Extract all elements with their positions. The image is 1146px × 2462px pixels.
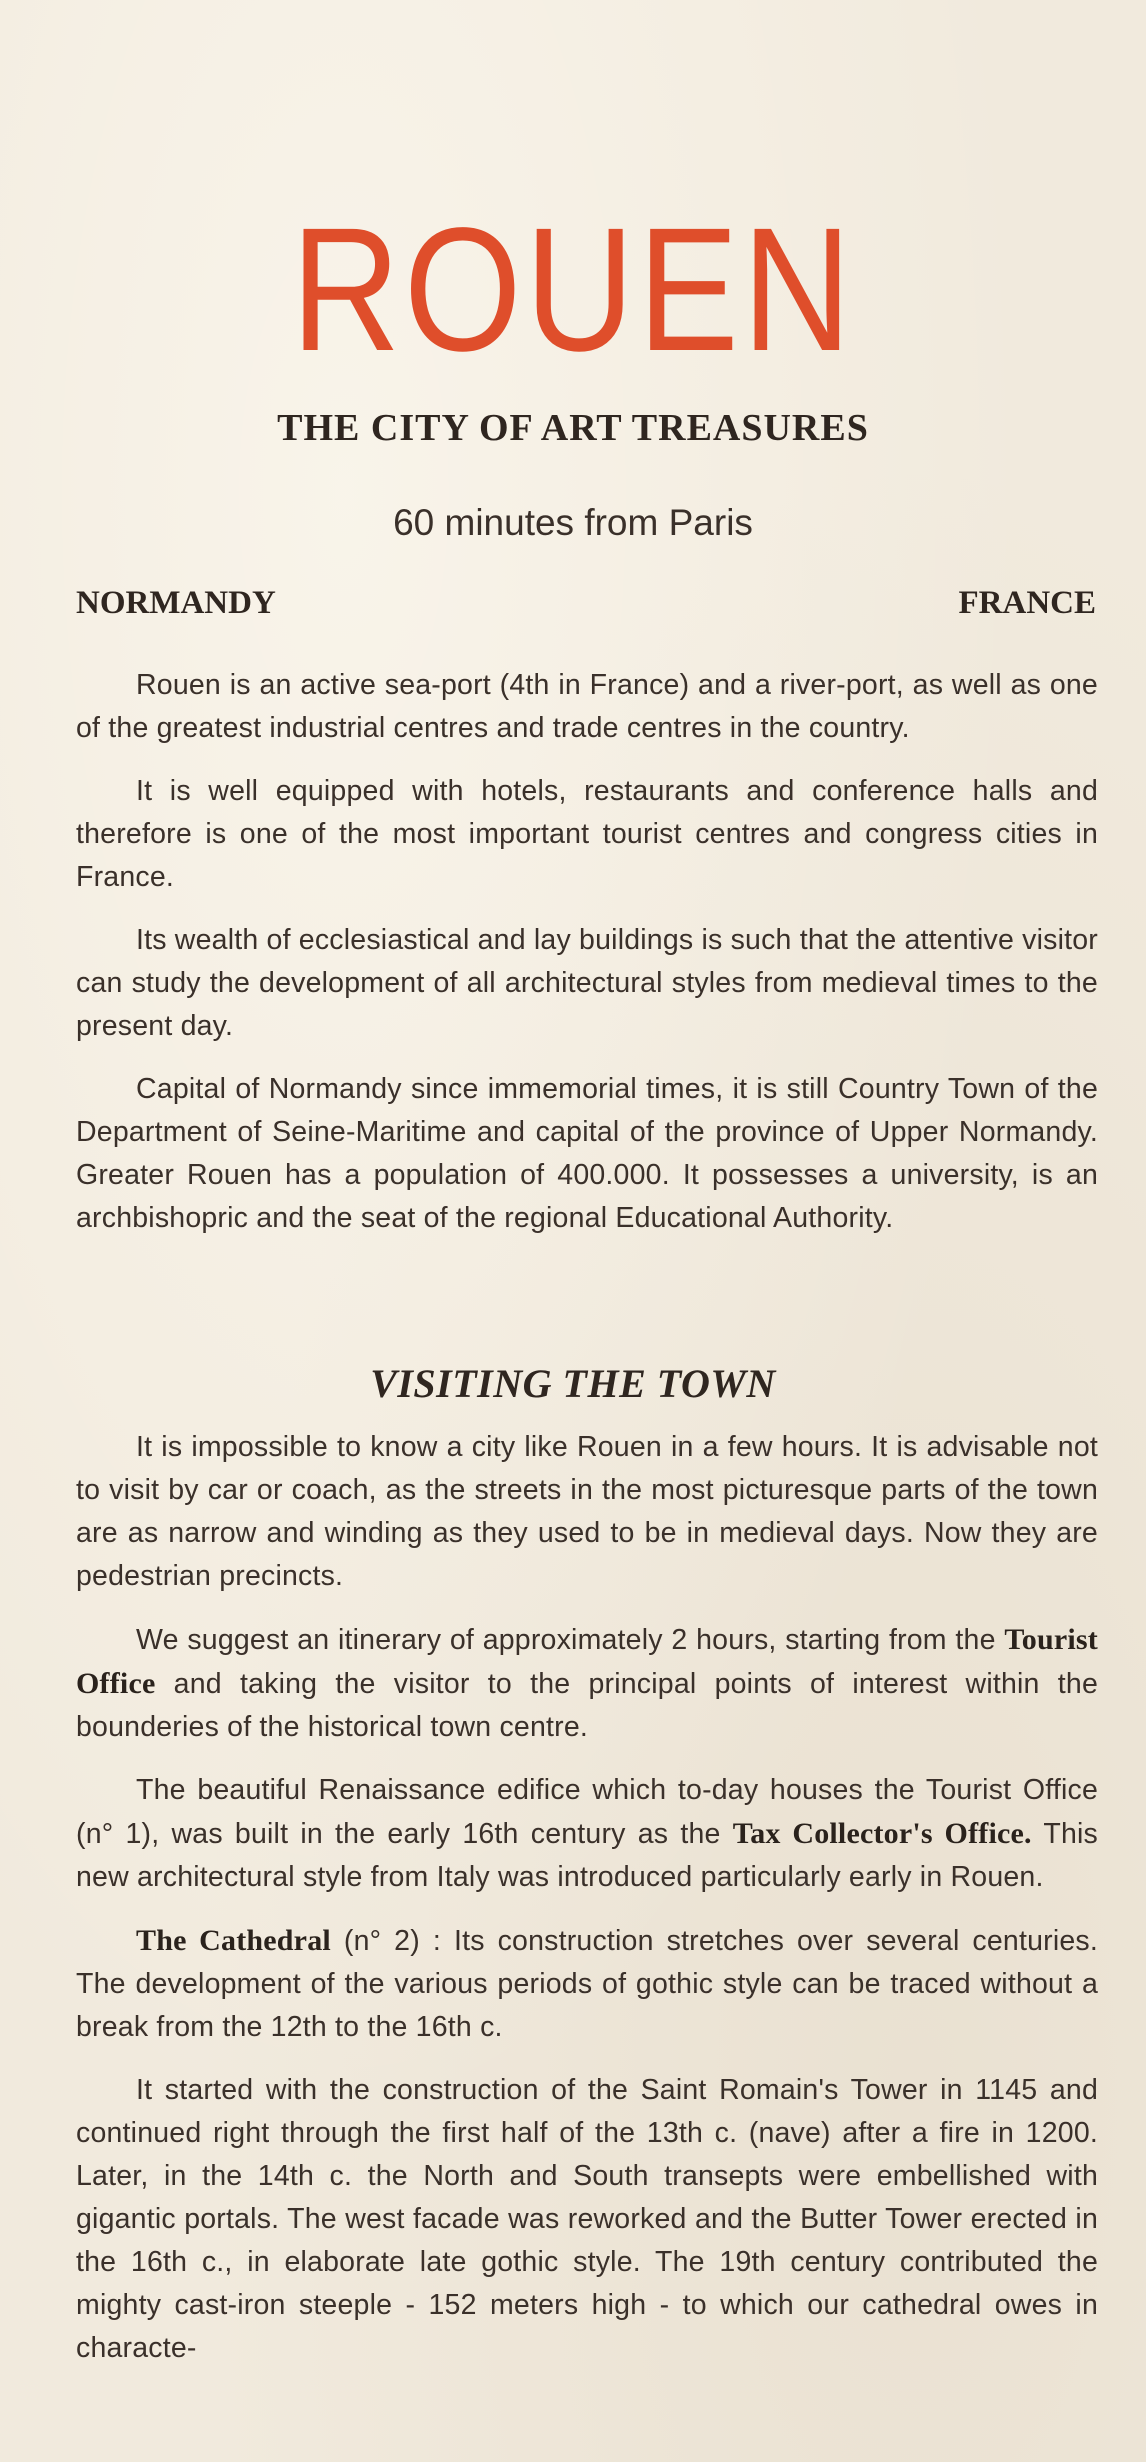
text-run: (n° 2) : Its construction stretches over several centuries. The development of the various periods of gothic style can be traced without a break from the 12th to the 16th c.: [76, 1925, 1098, 2043]
text-run: and taking the visitor to the principal points of interest within the bounderies of the historical town centre.: [76, 1668, 1098, 1743]
visit-section: [76, 1426, 1098, 2390]
visit-paragraph: [76, 1919, 1098, 2049]
visit-paragraph: It is impossible to know a city like Rouen in a few hours. It is advisable not to visit by car or coach, as the streets in the most picturesque parts of the town are as narrow and winding as they used to be in medieval days. Now they are pedestrian precincts.: [76, 1431, 1098, 1592]
tax-collectors-office-term: Tax Collector's Office.: [732, 1817, 1032, 1850]
intro-paragraph: Rouen is an active sea-port (4th in France) and a river-port, as well as one of the greatest industrial centres and trade centres in the country.: [76, 669, 1098, 744]
visit-paragraph: It started with the construction of the Saint Romain's Tower in 1145 and continued right through the first half of the 13th c. (nave) after a fire in 1200. Later, in the 14th c. the North and South transepts were embellished with gigantic portals. The west facade was reworked and the Butter Tower erected in the 16th c., in elaborate late gothic style. The 19th century contributed the mighty cast-iron steeple - 152 meters high - to which our cathedral owes in characte-: [76, 2074, 1098, 2364]
tagline: 60 minutes from Paris: [393, 502, 753, 543]
text-run: We suggest an itinerary of approximately 2 hours, starting from the: [136, 1624, 1005, 1656]
text-run: This new architectural style from Italy was introduced particularly early in Rouen.: [76, 1818, 1098, 1893]
subtitle: THE CITY OF ART TREASURES: [277, 407, 869, 449]
intro-paragraph: Capital of Normandy since immemorial times, it is still Country Town of the Department of Seine-Maritime and capital of the province of Upper Normandy. Greater Rouen has a population of 400.000. It possesses a university, is an archbishopric and the seat of the regional Educational Authority.: [76, 1073, 1098, 1234]
intro-section: [76, 664, 1098, 1260]
visit-paragraph: [76, 1769, 1098, 1899]
text-run: The beautiful Renaissance edifice which to-day houses the Tourist Office (n° 1), was built in the early 16th century as the: [76, 1774, 1098, 1850]
cathedral-term: The Cathedral: [136, 1924, 331, 1957]
intro-paragraph: Its wealth of ecclesiastical and lay buildings is such that the attentive visitor can study the development of all architectural styles from medieval times to the present day.: [76, 924, 1098, 1042]
region-france: FRANCE: [958, 585, 1096, 621]
page-title: ROUEN: [291, 192, 855, 388]
region-normandy: NORMANDY: [76, 585, 276, 621]
tourist-office-term: Tourist Office: [76, 1623, 1098, 1700]
visit-paragraph: [76, 1618, 1098, 1749]
section-heading: VISITING THE TOWN: [370, 1361, 776, 1406]
intro-paragraph: It is well equipped with hotels, restaurants and conference halls and therefore is one of the most important tourist centres and congress cities in France.: [76, 775, 1098, 893]
